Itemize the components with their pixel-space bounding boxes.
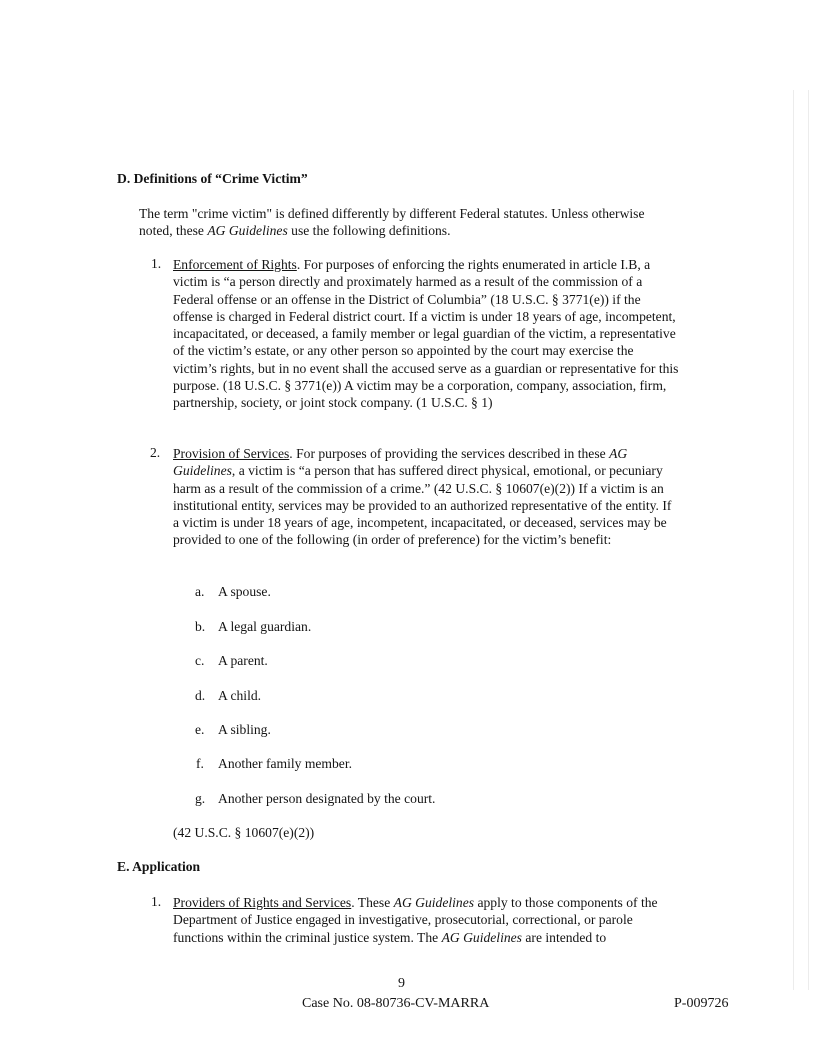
sub-marker: d. xyxy=(195,688,206,703)
sub-item-text: A sibling. xyxy=(218,722,271,737)
section-e-heading: E. Application xyxy=(117,859,201,874)
list-item-text xyxy=(173,894,679,946)
list-item-text xyxy=(173,256,679,412)
sub-marker: c. xyxy=(195,653,205,668)
sub-marker: g. xyxy=(195,791,206,806)
statute-citation: (42 U.S.C. § 10607(e)(2)) xyxy=(173,825,315,840)
item-emphasis: AG Guidelines xyxy=(441,929,522,945)
item-emphasis: AG Guidelines xyxy=(173,446,628,479)
item-title: Enforcement of Rights xyxy=(173,257,297,272)
section-d-heading: D. Definitions of “Crime Victim” xyxy=(117,171,308,186)
item-body-end: , a victim is “a person that has suffered direct physical, emotional, or pecuniary harm as a result of the commission of a crime.” (42 U.S.C. § 10607(e)(2)) If a victim is an institutional entity, services may be provided to an authorized representative of the entity. If a victim is under 18 years of age, incompetent, incapacitated, or deceased, services may be provided to one of the following (in order of preference) for the victim’s benefit: xyxy=(173,463,672,548)
sub-marker: e. xyxy=(195,722,205,737)
item-emphasis: AG Guidelines xyxy=(393,895,475,910)
scan-edge-line xyxy=(793,90,794,990)
scan-edge-line xyxy=(808,90,809,990)
list-item-text xyxy=(173,445,679,549)
list-marker: 1. xyxy=(151,894,162,909)
item-body: . For purposes of providing the services described in these xyxy=(289,446,610,461)
sub-item-text: Another person designated by the court. xyxy=(218,791,436,806)
sub-item-text: A parent. xyxy=(218,653,268,668)
sub-item-text: Another family member. xyxy=(218,756,353,771)
item-body-end: are intended to xyxy=(521,929,607,945)
item-title: Providers of Rights and Services xyxy=(173,895,352,910)
sub-marker: b. xyxy=(195,619,206,634)
case-number: Case No. 08-80736-CV-MARRA xyxy=(302,996,490,1011)
list-marker: 1. xyxy=(151,256,162,271)
intro-emphasis: AG Guidelines xyxy=(207,223,288,239)
item-body-mid: apply to those components of the Department of Justice engaged in investigative, prosecutorial, correctional, or parole functions within the criminal justice system. The xyxy=(173,895,658,945)
item-body: . For purposes of enforcing the rights enumerated in article I.B, a victim is “a person directly and proximately harmed as a result of the commission of a Federal offense or an offense in the District of Columbia” (18 U.S.C. § 3771(e)) if the offense is charged in Federal district court. If a victim is under 18 years of age, incompetent, incapacitated, or deceased, a family member or legal guardian of the victim, a representative of the victim’s estate, or any other person so appointed by the court may exercise the victim’s rights, but in no event shall the accused serve as a guardian or representative for this purpose. (18 U.S.C. § 3771(e)) A victim may be a corporation, company, association, firm, partnership, society, or joint stock company. (1 U.S.C. § 1) xyxy=(173,257,679,411)
sub-item-text: A spouse. xyxy=(218,584,271,599)
sub-marker: a. xyxy=(195,584,205,599)
item-title: Provision of Services xyxy=(173,446,290,461)
sub-marker: f. xyxy=(196,756,204,771)
item-body: . These xyxy=(351,895,394,910)
sub-item-text: A legal guardian. xyxy=(218,619,312,634)
section-d-intro xyxy=(139,205,679,240)
intro-text-end: use the following definitions. xyxy=(287,223,451,239)
sub-item-text: A child. xyxy=(218,688,262,703)
page-number: 9 xyxy=(398,976,405,991)
list-marker: 2. xyxy=(150,445,161,460)
intro-text: The term "crime victim" is defined differently by different Federal statutes. Unless otherwise noted, these xyxy=(139,206,645,239)
bates-number: P-009726 xyxy=(674,996,729,1011)
